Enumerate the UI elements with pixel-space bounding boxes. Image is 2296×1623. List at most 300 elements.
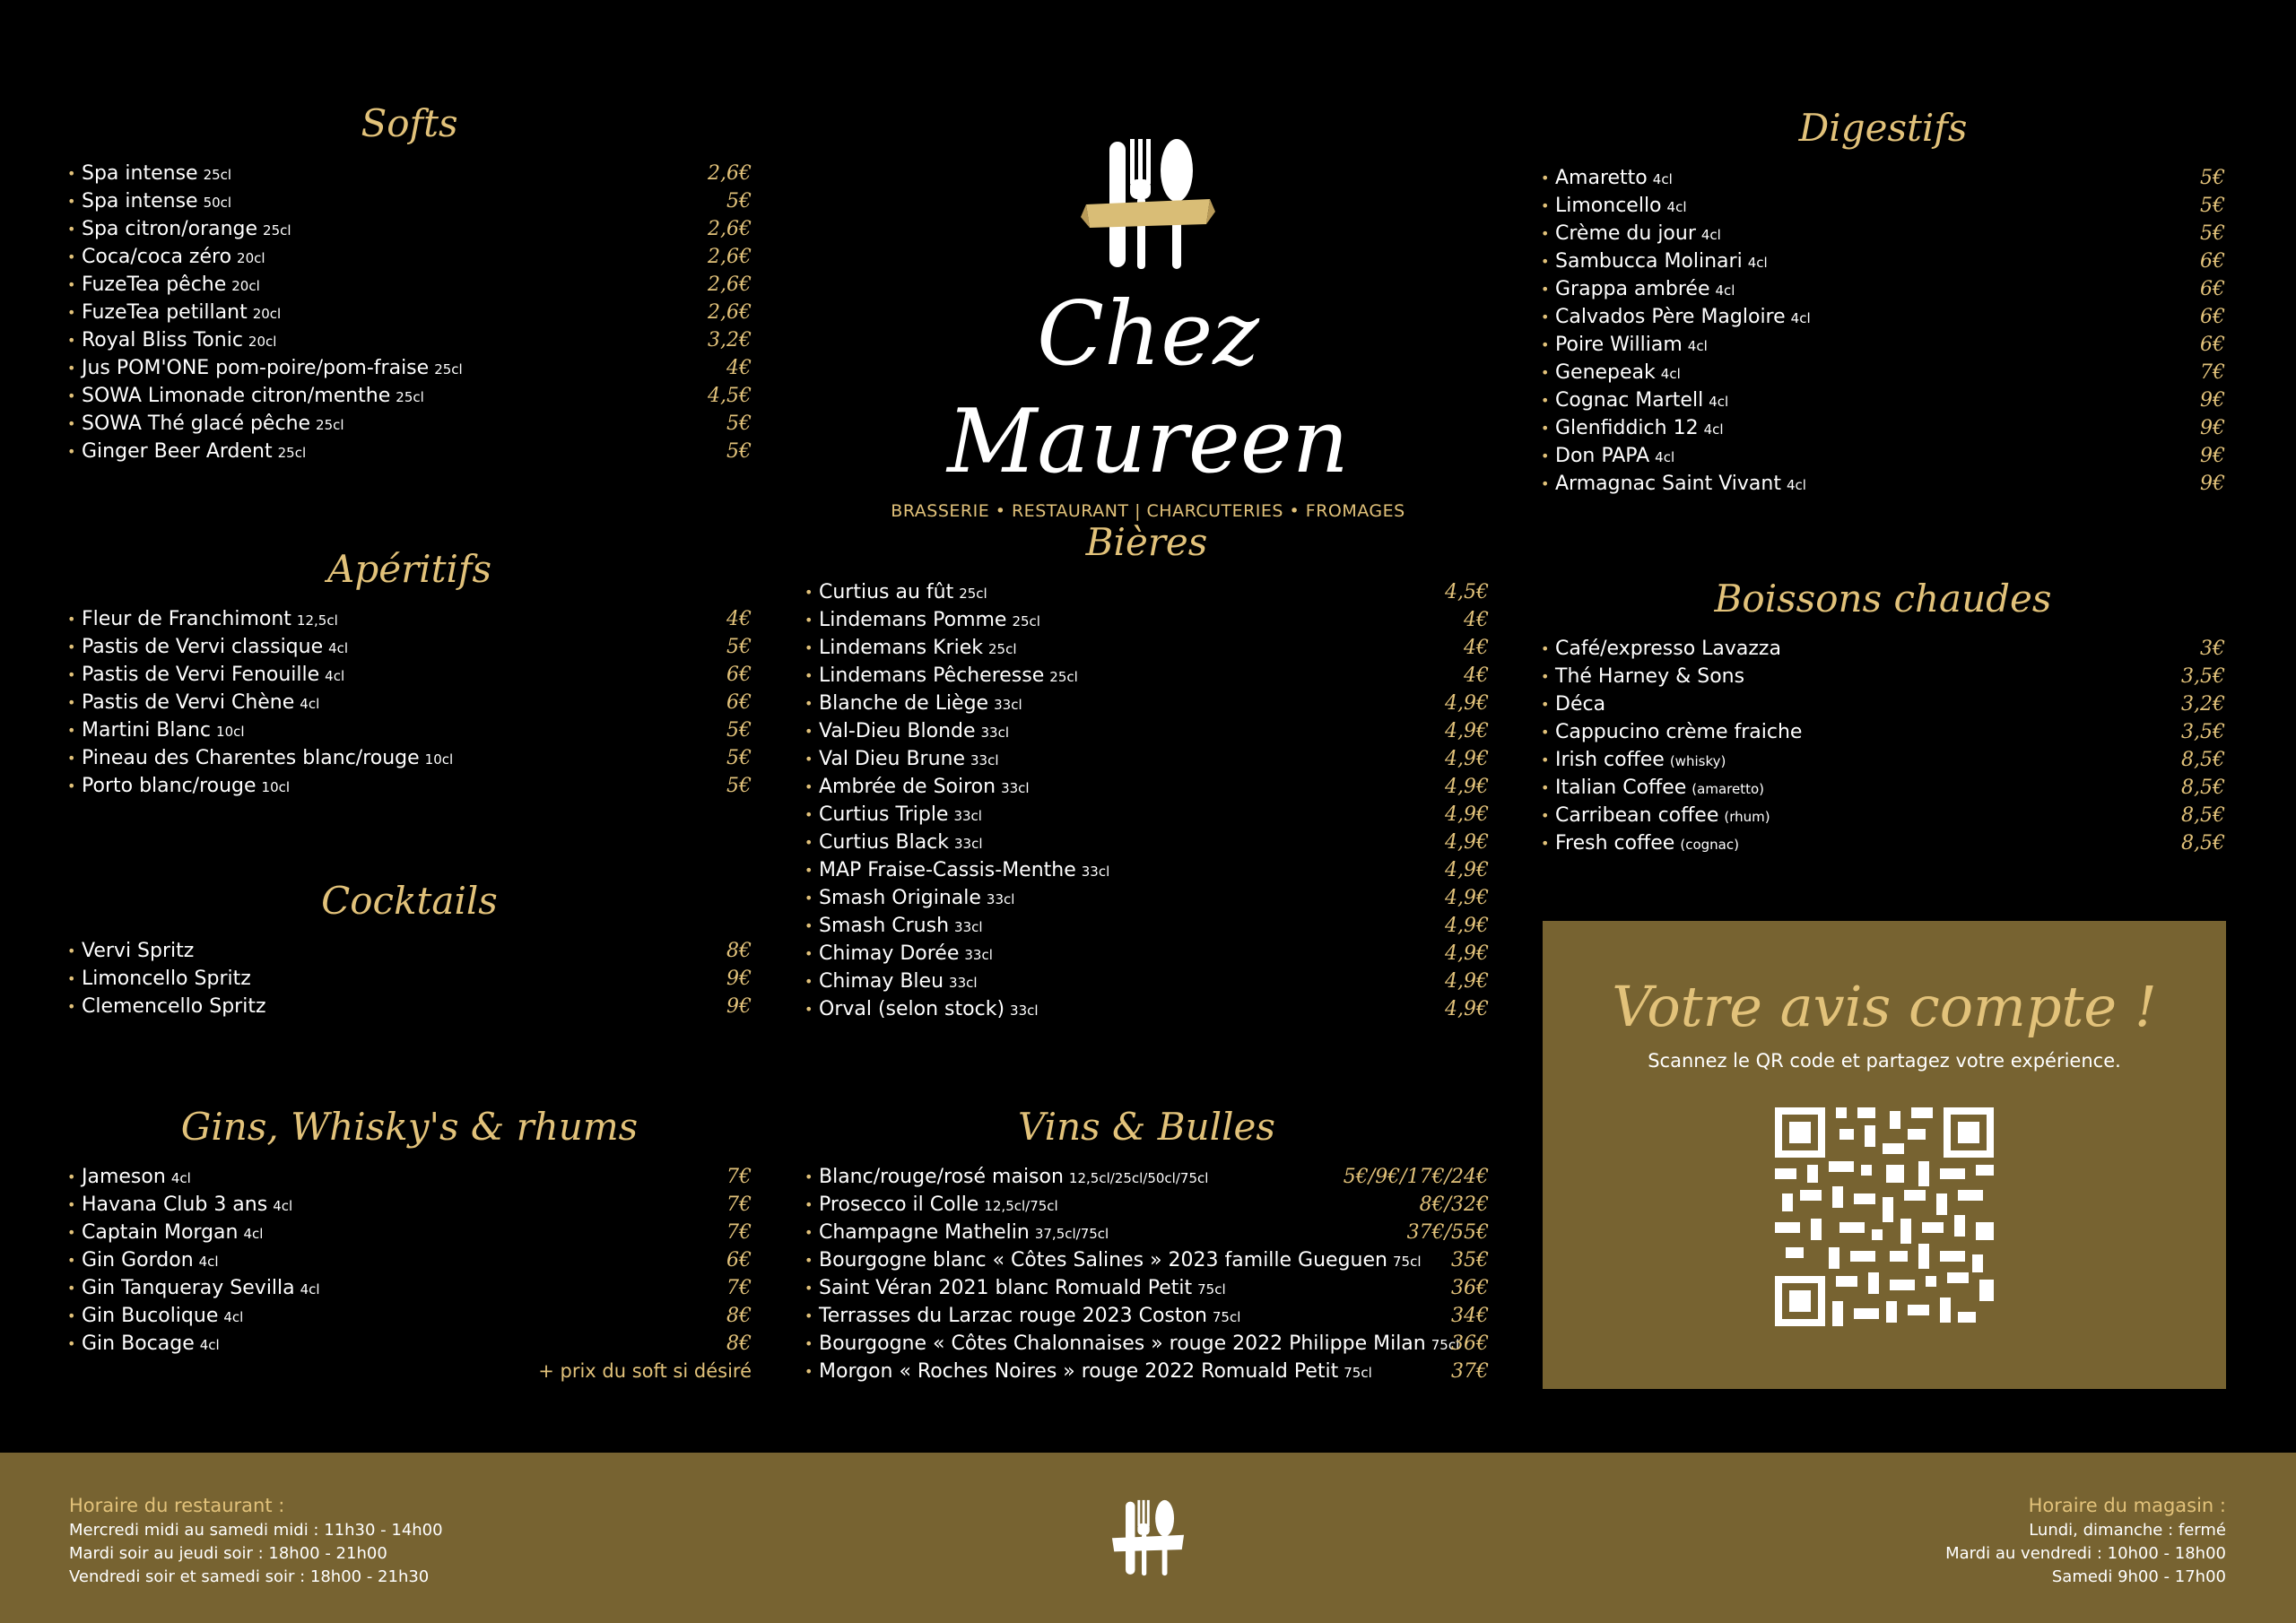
bullet-icon: •: [67, 165, 76, 182]
item-name: Glenfiddich 12: [1555, 417, 1699, 439]
hours-line: Vendredi soir et samedi soir : 18h00 - 21h30: [69, 1567, 430, 1586]
bullet-icon: •: [1541, 281, 1550, 298]
item-size: (amaretto): [1692, 781, 1765, 797]
item-size: 4cl: [328, 640, 349, 656]
item-price: 7€: [726, 1277, 752, 1299]
menu-item: [804, 1191, 1489, 1219]
item-size: 10cl: [216, 724, 245, 740]
bullet-icon: •: [67, 611, 76, 628]
bullet-icon: •: [67, 360, 76, 377]
item-name: Curtius au fût: [819, 581, 954, 603]
section-digestifs: [1541, 101, 2225, 498]
menu-item: [67, 271, 752, 299]
menu-item: [67, 689, 752, 716]
item-name: Terrasses du Larzac rouge 2023 Coston: [819, 1305, 1207, 1327]
item-price: 5€: [726, 412, 752, 435]
item-size: 33cl: [964, 947, 993, 963]
item-price: 4,5€: [1445, 581, 1489, 603]
restaurant-hours-title: Horaire du restaurant :: [69, 1495, 285, 1516]
menu-item: [67, 410, 752, 438]
menu-item: [1541, 192, 2225, 220]
menu-item: [67, 772, 752, 800]
menu-item: [67, 243, 752, 271]
item-name: Chimay Dorée: [819, 942, 960, 965]
item-name: Spa intense: [82, 190, 198, 213]
menu-item: [1541, 303, 2225, 331]
menu-item: [1541, 414, 2225, 442]
item-price: 2,6€: [708, 301, 752, 324]
item-price: 8€/32€: [1419, 1193, 1489, 1216]
item-price: 4€: [726, 608, 752, 630]
menu-item: [67, 160, 752, 187]
item-list: [804, 1163, 1489, 1385]
menu-item: [1541, 774, 2225, 802]
menu-item: [1541, 220, 2225, 247]
menu-item: [67, 937, 752, 965]
item-size: 25cl: [959, 586, 987, 602]
menu-item: [1541, 718, 2225, 746]
item-price: 9€: [726, 968, 752, 990]
menu-item: [67, 1302, 752, 1330]
item-name: Crème du jour: [1555, 222, 1696, 245]
section-chaudes: [1541, 572, 2225, 857]
item-name: Pastis de Vervi classique: [82, 636, 324, 658]
menu-item: [804, 773, 1489, 801]
bullet-icon: •: [67, 332, 76, 349]
item-size: 4cl: [1709, 394, 1729, 410]
item-name: SOWA Thé glacé pêche: [82, 412, 311, 435]
item-price: 2,6€: [708, 273, 752, 296]
item-name: Lindemans Pêcheresse: [819, 664, 1045, 687]
item-name: Italian Coffee: [1555, 777, 1687, 799]
item-size: 10cl: [261, 779, 291, 795]
item-size: 25cl: [434, 361, 463, 378]
bullet-icon: •: [1541, 751, 1550, 768]
item-size: 4cl: [1715, 282, 1735, 299]
menu-item: [1541, 359, 2225, 386]
menu-item: [804, 995, 1489, 1023]
item-price: 5€: [726, 190, 752, 213]
menu-item: [804, 1219, 1489, 1246]
item-name: FuzeTea petillant: [82, 301, 248, 324]
item-price: 9€: [2200, 473, 2225, 495]
menu-item: [67, 965, 752, 993]
menu-item: [804, 1330, 1489, 1358]
item-list: [67, 937, 752, 1020]
bullet-icon: •: [804, 945, 813, 962]
item-size: 10cl: [424, 751, 454, 768]
bullet-icon: •: [1541, 336, 1550, 353]
item-name: Curtius Black: [819, 831, 950, 854]
menu-item: [804, 912, 1489, 940]
item-price: 37€: [1451, 1360, 1489, 1383]
item-price: 8,5€: [2181, 749, 2225, 771]
item-name: Blanc/rouge/rosé maison: [819, 1166, 1064, 1188]
item-size: 75cl: [1431, 1337, 1460, 1353]
item-list: [1541, 164, 2225, 498]
item-name: Lindemans Pomme: [819, 609, 1007, 631]
item-name: Gin Gordon: [82, 1249, 194, 1271]
item-name: Clemencello Spritz: [82, 995, 266, 1018]
menu-item: [804, 662, 1489, 690]
bullet-icon: •: [804, 723, 813, 740]
item-price: 5€: [726, 747, 752, 769]
item-price: 4,9€: [1445, 803, 1489, 826]
item-price: 6€: [726, 1249, 752, 1271]
bullet-icon: •: [67, 221, 76, 238]
item-size: 25cl: [203, 167, 232, 183]
bullet-icon: •: [1541, 420, 1550, 437]
item-price: 8€: [726, 940, 752, 962]
bullet-icon: •: [67, 970, 76, 987]
item-size: 33cl: [954, 836, 983, 852]
item-size: 4cl: [223, 1309, 244, 1325]
item-name: Don PAPA: [1555, 445, 1650, 467]
section-title: Apéritifs: [327, 547, 491, 591]
item-name: Orval (selon stock): [819, 998, 1005, 1020]
item-size: 25cl: [316, 417, 344, 433]
bullet-icon: •: [67, 1252, 76, 1269]
item-name: Pineau des Charentes blanc/rouge: [82, 747, 420, 769]
fork-knife-spoon-icon: [1081, 135, 1215, 273]
item-name: Bourgogne blanc « Côtes Salines » 2023 famille Gueguen: [819, 1249, 1387, 1271]
item-name: Grappa ambrée: [1555, 278, 1710, 300]
bullet-icon: •: [804, 862, 813, 879]
item-size: 4cl: [300, 696, 320, 712]
item-name: SOWA Limonade citron/menthe: [82, 385, 391, 407]
section-aperitifs: [67, 542, 752, 800]
item-size: (rhum): [1724, 809, 1770, 825]
item-price: 2,6€: [708, 218, 752, 240]
item-price: 5€: [2200, 195, 2225, 217]
hours-line: Mardi soir au jeudi soir : 18h00 - 21h00: [69, 1544, 387, 1563]
menu-item: [804, 745, 1489, 773]
menu-item: [804, 1246, 1489, 1274]
bullet-icon: •: [804, 751, 813, 768]
bullet-icon: •: [67, 750, 76, 767]
item-name: Café/expresso Lavazza: [1555, 638, 1781, 660]
bullet-icon: •: [804, 695, 813, 712]
hours-line: Mercredi midi au samedi midi : 11h30 - 14h00: [69, 1521, 443, 1540]
bullet-icon: •: [67, 777, 76, 794]
item-price: 6€: [2200, 334, 2225, 356]
item-size: 33cl: [970, 752, 999, 768]
item-price: 37€/55€: [1406, 1221, 1489, 1244]
item-price: 6€: [726, 691, 752, 714]
section-cocktails: [67, 874, 752, 1020]
item-name: Amaretto: [1555, 167, 1648, 189]
bullet-icon: •: [67, 1280, 76, 1297]
bullet-icon: •: [804, 1224, 813, 1241]
bullet-icon: •: [67, 1307, 76, 1324]
item-price: 4€: [726, 357, 752, 379]
item-size: 25cl: [1049, 669, 1078, 685]
section-title: Digestifs: [1798, 106, 1968, 150]
bullet-icon: •: [67, 694, 76, 711]
bullet-icon: •: [804, 917, 813, 934]
item-price: 4,9€: [1445, 970, 1489, 993]
item-price: 4,9€: [1445, 887, 1489, 909]
menu-item: [804, 578, 1489, 606]
item-name: Gin Bucolique: [82, 1305, 219, 1327]
item-size: 4cl: [199, 1337, 220, 1353]
section-title: Vins & Bulles: [1018, 1105, 1275, 1149]
item-name: Vervi Spritz: [82, 940, 195, 962]
menu-item: [1541, 690, 2225, 718]
menu-item: [67, 1191, 752, 1219]
item-name: Val Dieu Brune: [819, 748, 966, 770]
item-name: Ambrée de Soiron: [819, 776, 996, 798]
menu-item: [804, 968, 1489, 995]
qr-code[interactable]: [1775, 1107, 1994, 1326]
item-price: 36€: [1451, 1332, 1489, 1355]
item-price: 8,5€: [2181, 832, 2225, 855]
item-price: 5€: [726, 440, 752, 463]
item-price: 4,9€: [1445, 692, 1489, 715]
bullet-icon: •: [804, 1001, 813, 1018]
item-size: 12,5cl: [296, 612, 338, 629]
item-price: 3€: [2200, 638, 2225, 660]
item-price: 8,5€: [2181, 777, 2225, 799]
item-price: 9€: [2200, 445, 2225, 467]
item-name: Genepeak: [1555, 361, 1656, 384]
bullet-icon: •: [804, 834, 813, 851]
item-price: 5€/9€/17€/24€: [1343, 1166, 1489, 1188]
menu-item: [1541, 164, 2225, 192]
bullet-icon: •: [67, 415, 76, 432]
item-name: Jus POM'ONE pom-poire/pom-fraise: [82, 357, 430, 379]
bullet-icon: •: [1541, 364, 1550, 381]
item-size: 4cl: [1747, 255, 1768, 271]
item-price: 3,5€: [2181, 721, 2225, 743]
menu-item: [804, 801, 1489, 829]
item-size: 50cl: [203, 195, 232, 211]
menu-item: [804, 940, 1489, 968]
bullet-icon: •: [67, 1224, 76, 1241]
menu-item: [67, 605, 752, 633]
item-list: [67, 160, 752, 465]
item-price: 35€: [1451, 1249, 1489, 1271]
item-size: 20cl: [252, 306, 282, 322]
bullet-icon: •: [67, 1335, 76, 1352]
item-price: 4,9€: [1445, 998, 1489, 1020]
menu-item: [804, 884, 1489, 912]
item-size: 4cl: [1790, 310, 1811, 326]
item-price: 5€: [2200, 222, 2225, 245]
item-price: 9€: [2200, 389, 2225, 412]
item-name: Pastis de Vervi Fenouille: [82, 664, 320, 686]
menu-item: [804, 1163, 1489, 1191]
item-price: 4,9€: [1445, 942, 1489, 965]
item-size: 33cl: [1001, 780, 1030, 796]
item-name: Spa intense: [82, 162, 198, 185]
bullet-icon: •: [1541, 835, 1550, 852]
bullet-icon: •: [804, 806, 813, 823]
menu-item: [1541, 247, 2225, 275]
item-price: 6€: [2200, 250, 2225, 273]
item-size: 4cl: [198, 1254, 219, 1270]
gins-note: + prix du soft si désiré: [538, 1360, 752, 1382]
section-bieres: [804, 516, 1489, 1023]
menu-item: [67, 1219, 752, 1246]
item-name: Cognac Martell: [1555, 389, 1704, 412]
item-price: 2,6€: [708, 162, 752, 185]
item-price: 9€: [2200, 417, 2225, 439]
menu-item: [67, 661, 752, 689]
menu-item: [1541, 663, 2225, 690]
menu-item: [67, 716, 752, 744]
item-name: Fleur de Franchimont: [82, 608, 291, 630]
item-size: 4cl: [1652, 171, 1673, 187]
bullet-icon: •: [804, 1280, 813, 1297]
bullet-icon: •: [67, 666, 76, 683]
item-name: Captain Morgan: [82, 1221, 239, 1244]
menu-item: [1541, 829, 2225, 857]
item-size: 33cl: [954, 919, 983, 935]
bullet-icon: •: [1541, 807, 1550, 824]
menu-item: [804, 690, 1489, 717]
bullet-icon: •: [1541, 197, 1550, 214]
shop-hours: [1945, 1492, 2226, 1589]
item-price: 4€: [1464, 637, 1489, 659]
item-price: 4,5€: [708, 385, 752, 407]
bullet-icon: •: [1541, 308, 1550, 325]
item-name: Carribean coffee: [1555, 804, 1719, 827]
menu-item: [67, 354, 752, 382]
item-name: Spa citron/orange: [82, 218, 258, 240]
bullet-icon: •: [1541, 392, 1550, 409]
item-name: Martini Blanc: [82, 719, 212, 742]
item-size: (whisky): [1669, 753, 1726, 769]
menu-item: [804, 1358, 1489, 1385]
item-price: 4,9€: [1445, 915, 1489, 937]
item-size: 33cl: [980, 725, 1010, 741]
item-name: Pastis de Vervi Chène: [82, 691, 295, 714]
item-size: 33cl: [953, 808, 982, 824]
bullet-icon: •: [67, 387, 76, 404]
item-name: Gin Bocage: [82, 1332, 195, 1355]
item-name: Porto blanc/rouge: [82, 775, 257, 797]
bullet-icon: •: [1541, 169, 1550, 187]
bullet-icon: •: [804, 1196, 813, 1213]
section-title: Gins, Whisky's & rhums: [180, 1105, 639, 1149]
item-size: 33cl: [1081, 864, 1110, 880]
item-name: Cappucino crème fraiche: [1555, 721, 1803, 743]
item-size: 75cl: [1212, 1309, 1241, 1325]
item-name: Val-Dieu Blonde: [819, 720, 976, 742]
menu-item: [67, 1274, 752, 1302]
hours-line: Samedi 9h00 - 17h00: [2051, 1567, 2226, 1586]
bullet-icon: •: [804, 639, 813, 656]
section-title: Cocktails: [321, 879, 498, 923]
item-name: Prosecco il Colle: [819, 1193, 979, 1216]
section-vins: [804, 1100, 1489, 1385]
bullet-icon: •: [67, 942, 76, 959]
item-name: Saint Véran 2021 blanc Romuald Petit: [819, 1277, 1193, 1299]
item-size: (cognac): [1680, 837, 1739, 853]
item-size: 33cl: [994, 697, 1022, 713]
hours-line: Lundi, dimanche : fermé: [2029, 1521, 2226, 1540]
bullet-icon: •: [804, 1168, 813, 1185]
menu-item: [1541, 635, 2225, 663]
hours-line: Mardi au vendredi : 10h00 - 18h00: [1945, 1544, 2226, 1563]
item-name: Champagne Mathelin: [819, 1221, 1030, 1244]
item-size: 37,5cl/75cl: [1034, 1226, 1109, 1242]
menu-item: [1541, 275, 2225, 303]
bullet-icon: •: [1541, 696, 1550, 713]
item-price: 8,5€: [2181, 804, 2225, 827]
menu-item: [67, 1330, 752, 1358]
menu-item: [67, 215, 752, 243]
menu-item: [804, 717, 1489, 745]
item-size: 12,5cl/75cl: [984, 1198, 1058, 1214]
bullet-icon: •: [67, 1196, 76, 1213]
item-price: 5€: [726, 775, 752, 797]
item-name: Irish coffee: [1555, 749, 1665, 771]
menu-item: [804, 829, 1489, 856]
item-size: 4cl: [325, 668, 345, 684]
item-price: 6€: [726, 664, 752, 686]
item-price: 4,9€: [1445, 776, 1489, 798]
menu-item: [67, 633, 752, 661]
item-name: Limoncello: [1555, 195, 1662, 217]
item-price: 3,5€: [2181, 665, 2225, 688]
menu-item: [1541, 386, 2225, 414]
item-name: Smash Originale: [819, 887, 981, 909]
item-name: Jameson: [82, 1166, 166, 1188]
menu-item: [804, 606, 1489, 634]
item-size: 4cl: [1703, 421, 1724, 438]
item-name: Lindemans Kriek: [819, 637, 983, 659]
item-name: Coca/coca zéro: [82, 246, 232, 268]
item-name: Armagnac Saint Vivant: [1555, 473, 1781, 495]
item-name: Déca: [1555, 693, 1606, 716]
menu-item: [1541, 802, 2225, 829]
bullet-icon: •: [1541, 225, 1550, 242]
item-price: 9€: [726, 995, 752, 1018]
bullet-icon: •: [67, 276, 76, 293]
section-softs: [67, 97, 752, 465]
item-price: 7€: [2200, 361, 2225, 384]
item-price: 5€: [2200, 167, 2225, 189]
item-name: FuzeTea pêche: [82, 273, 227, 296]
section-title: Boissons chaudes: [1714, 577, 2052, 621]
item-name: Poire William: [1555, 334, 1683, 356]
item-price: 4€: [1464, 609, 1489, 631]
menu-item: [804, 634, 1489, 662]
fork-knife-spoon-icon: [1108, 1497, 1188, 1578]
item-size: 4cl: [1786, 477, 1806, 493]
item-list: [67, 1163, 752, 1358]
shop-hours-title: Horaire du magasin :: [2028, 1495, 2226, 1516]
review-panel: [1543, 921, 2226, 1389]
review-subtitle: Scannez le QR code et partagez votre expérience.: [1648, 1050, 2121, 1072]
bullet-icon: •: [804, 973, 813, 990]
item-name: Calvados Père Magloire: [1555, 306, 1786, 328]
item-size: 33cl: [986, 891, 1015, 907]
bullet-icon: •: [67, 248, 76, 265]
item-price: 4€: [1464, 664, 1489, 687]
review-title: Votre avis compte !: [1612, 974, 2157, 1039]
footer: [0, 1453, 2296, 1623]
item-list: [1541, 635, 2225, 857]
item-size: 75cl: [1197, 1281, 1226, 1298]
item-price: 7€: [726, 1193, 752, 1216]
item-size: 75cl: [1392, 1254, 1422, 1270]
item-name: Havana Club 3 ans: [82, 1193, 268, 1216]
item-price: 4,9€: [1445, 859, 1489, 881]
item-name: Ginger Beer Ardent: [82, 440, 273, 463]
